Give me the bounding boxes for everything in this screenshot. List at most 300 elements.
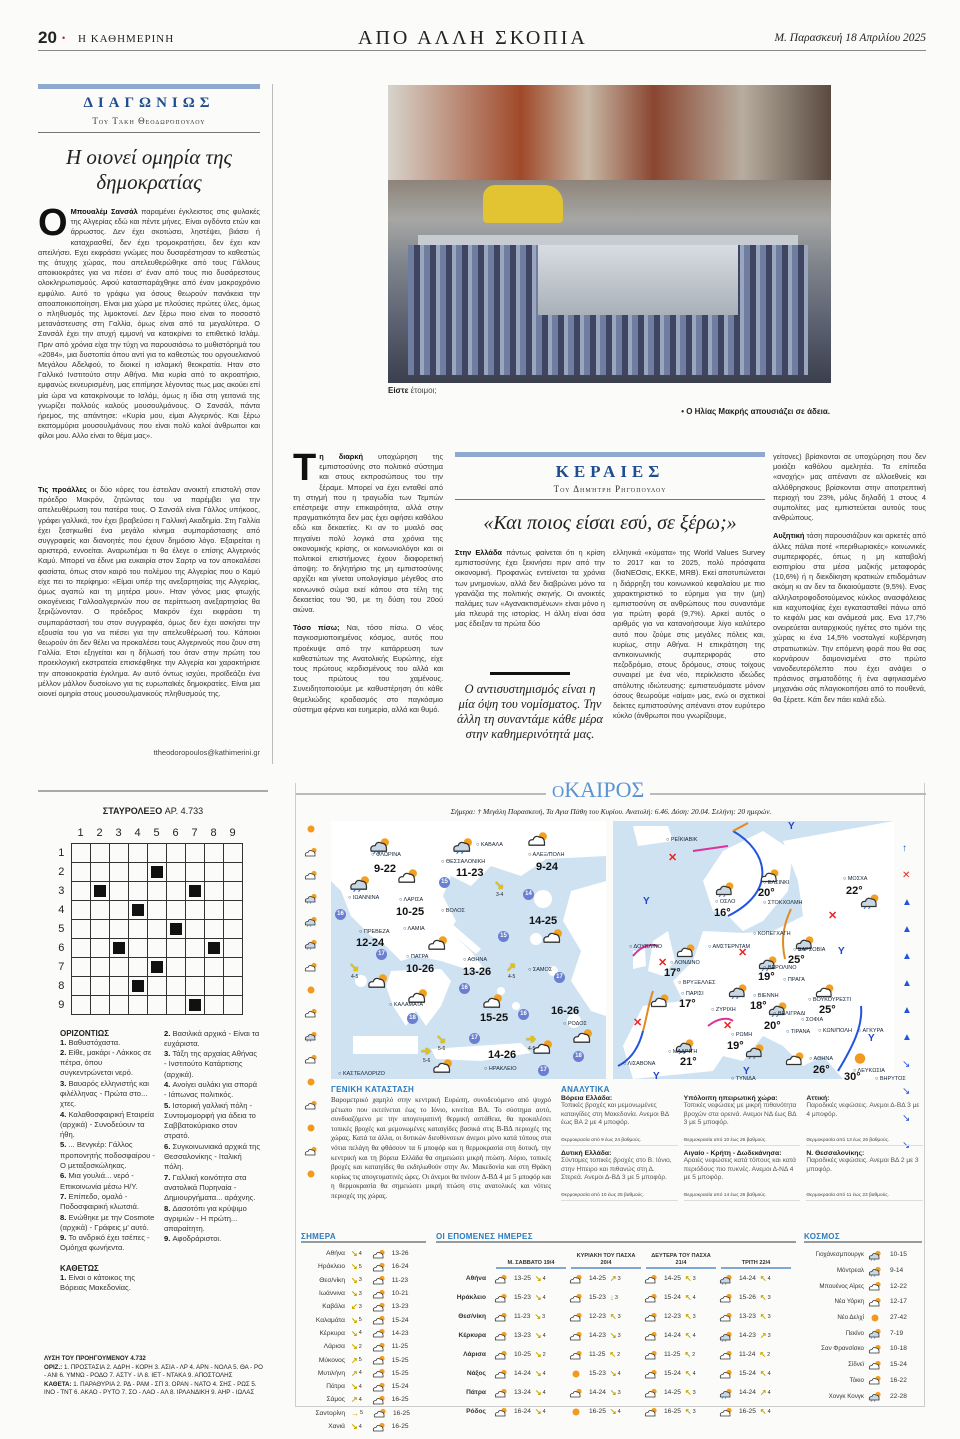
city-name: Ηράκλειο <box>318 1263 345 1271</box>
clue-text: Αφοδράριστοι. <box>172 1234 222 1244</box>
wind-force: 3 <box>358 1290 362 1297</box>
crossword-cell[interactable] <box>71 843 90 862</box>
partly-cloudy-icon <box>760 864 781 879</box>
partly-cloudy-icon <box>372 1382 386 1392</box>
temperature-range: 15-25 <box>391 1356 409 1364</box>
crossword-cell[interactable] <box>90 919 109 938</box>
rain-cloud-icon <box>868 1328 882 1338</box>
crossword-cell[interactable] <box>166 938 185 957</box>
temperature-range: 10-25 <box>514 1351 531 1358</box>
crossword-cell[interactable] <box>109 862 128 881</box>
wind-arrow-icon: ↘ <box>351 1262 358 1272</box>
crossword-cell[interactable] <box>223 881 242 900</box>
wind-arrow-icon: ↘ <box>351 1328 358 1338</box>
partly-cloudy-icon <box>644 1312 658 1322</box>
region-name: Ν. Θεσσαλονίκης: <box>806 1150 865 1157</box>
crossword-cell[interactable] <box>90 976 109 995</box>
general-text: Βαρομετρικό χαμηλό στην κεντρική Ευρώπη, συνοδευόμενο από ψυχρό μέτωπο που εκτείνεται έως το Ιόνιο, κινείται ΒΑ. Το σύστημα αυτό, συνδυαζόμενο με την απογευματινή θερμική αστάθεια, θα προκαλέσει τοπικές βροχές και μεμονωμένες καταιγίδες βασικά στις Β-ΒΔ περιοχές της χώρας. Κατά τα άλλα, οι δυτικών διευθύνσεων άνεμοι μόνο κατά τόπους στα νότια πελάγη θα φθάσουν τα 6 μποφόρ και η θερμοκρασία στη δυτική, την κεντρική και τη βόρεια Ελλάδα θα σημειώσει μικρή πτώση. Αύριο, τοπικές βροχές και καταιγίδες θα εκδηλωθούν στην Αν. Μακεδονία και στη Θράκη κυρίως τις απογευματινές ώρες. Οι άνεμοι θα πνέουν Δ-ΒΔ 4 με 5 μποφόρ και η θερμοκρασία θα σημειώσει μικρή πτώση στις ανατολικές και νότιες περιοχές της χώρας. <box>331 1096 551 1200</box>
article-body <box>38 202 260 475</box>
temperature-range: 15-24 <box>664 1294 681 1301</box>
region-text: Αραιές νεφώσεις κατά τόπους και κατά περιόδους πιο πυκνές. Ανεμοι Δ-ΝΔ 4 με 5 μποφόρ. <box>683 1157 796 1182</box>
crossword-cell[interactable] <box>128 881 147 900</box>
city-name: Νέα Υόρκη <box>834 1298 864 1306</box>
crossword-cell[interactable] <box>109 881 128 900</box>
crossword-cell[interactable] <box>223 995 242 1014</box>
wind-force: 4 <box>692 1294 696 1301</box>
low-pressure-icon: ✕ <box>633 1017 643 1029</box>
temperature-range: 16-24 <box>514 1408 531 1415</box>
crossword-cell[interactable] <box>128 843 147 862</box>
crossword-cell[interactable] <box>71 995 90 1014</box>
title-kairos: ΚΑΙΡΟΣ <box>564 777 645 802</box>
crossword-cell[interactable] <box>166 900 185 919</box>
wind-force: 4 <box>692 1370 696 1377</box>
wind-force: 3 <box>692 1275 696 1282</box>
black-cell <box>109 938 128 957</box>
clue-text: Ιστορική γαλλική πόλη - Συντομομορφή για άδεια το Σαββατοκύριακο στον στρατό. <box>164 1100 256 1141</box>
black-cell <box>166 919 185 938</box>
crossword-cell[interactable] <box>166 862 185 881</box>
clue <box>164 1204 260 1235</box>
crossword-cell[interactable] <box>109 900 128 919</box>
city-label: ○ ΛΑΜΙΑ <box>403 926 425 932</box>
wind-arrow-icon: ↖ <box>684 1293 692 1302</box>
city-label: ○ ΒΗΡΥΤΟΣ <box>875 1076 906 1082</box>
crossword-cell[interactable] <box>109 919 128 938</box>
clue-text: Καλαθοσφαιρική Εταιρεία (αρχικά) - Συνοδεύουν τα ήθη. <box>60 1109 154 1140</box>
temperature: 16° <box>714 907 731 919</box>
crossword-cell[interactable] <box>204 900 223 919</box>
crossword-cell[interactable] <box>147 976 166 995</box>
paragraph: οι δύο κόρες του έστειλαν ανοικτή επιστολή στον πρόεδρο Μακρόν, ζητώντας του να παρέμβει για την απελευθέρωση του πατέρα τους. Ο Σανσάλ είναι Γάλλος υπήκοος, γράφει γαλλικά, τον έχει βραβεύσει η Γαλλική Ακαδημία. Στη Γαλλία έχει ξεσηκωθεί ένα μεγάλο κίνημα συμπαράστασης από συγγραφείς και διανοητές που έχουν δημόσιο λόγο. Εξαιρείται η αριστερά, εννοείται. Αναρωτιέμαι τι θα έλεγε ο επίσης Αλγερινός Καμύ. Μπορεί να έδινε μια ευκαιρία στον Σαρτρ να τον αποκαλέσει φασίστα, όπως στον καιρό του πολέμου της Αλγερίας που ο Καμύ είχε πει το περίφημο: «Είμαι υπέρ της ανεξαρτησίας της Αλγερίας, όμως αγαπώ και τη μητέρα μου». Ηταν γόνος μιας φτωχής οικογένειας Γαλλοαλγερινών που σε περίπτωση ανεξαρτησίας θα ξεριζώνονταν. Ο πρόεδρος Μακρόν έχει εκφράσει τη συμπαράστασή του στον συγγραφέα, όμως δεν έχει ασκήσει την εξουσία του για να πιέσει για την απελευθέρωσή του. Κάποιοι θεωρούν ότι δεν θέλει να προκαλέσει τους Αλγερινούς που ζουν στη Γαλλία. Ετσι εξηγείται και η δήλωσή του όταν στην πρώτη του προεκλογική εκστρατεία επισκέφθηκε την Αλγερία και χαρακτήρισε την αποικιοκρατία έγκλημα. Αν αυτό όντως ισχύει, προϊδεάζει ένα μέλλον μάλλον δυσοίωνο για τις ευρωπαϊκές δημοκρατίες. Είναι μια οιονεί ομηρία στους μουσουλμανικούς πληθυσμούς της. <box>38 485 260 699</box>
partly-cloudy-icon <box>644 1407 658 1417</box>
keraies-col-1 <box>455 548 605 648</box>
wind-force: 4 <box>542 1294 546 1301</box>
crossword-cell[interactable] <box>90 938 109 957</box>
clue-text: Βασιλικά αρχικά - Είναι τα ευχάριστα. <box>164 1028 260 1048</box>
crossword-cell[interactable] <box>147 919 166 938</box>
temperature-range: 10-26 <box>406 963 435 975</box>
black-cell <box>185 881 204 900</box>
city-name: Αθήνα <box>465 1275 486 1282</box>
crossword-cell[interactable] <box>166 957 185 976</box>
city-name: Χονγκ Κονγκ <box>828 1392 864 1400</box>
city-name: Νέο Δελχί <box>837 1314 864 1322</box>
wind-force: 3 <box>542 1313 546 1320</box>
wind-force: 3 <box>692 1389 696 1396</box>
rain-cloud-icon <box>758 951 779 966</box>
partly-cloudy-icon <box>719 1293 733 1303</box>
building-facade <box>388 85 831 180</box>
row-number: 9 <box>58 998 65 1011</box>
day-forecast <box>494 1388 569 1398</box>
clue-number: 6. <box>164 1141 173 1151</box>
crossword-cell[interactable] <box>71 881 90 900</box>
crossword-cell[interactable] <box>128 957 147 976</box>
table-row <box>301 1300 426 1313</box>
region-forecast <box>561 1150 678 1201</box>
clue-number: 8. <box>60 1212 69 1222</box>
wind-arrow-icon: ↘ <box>609 1331 617 1340</box>
wind-force: 4 <box>767 1389 771 1396</box>
crossword-cell[interactable] <box>223 900 242 919</box>
temperature: 25° <box>819 1004 836 1016</box>
wind-force: 4 <box>542 1370 546 1377</box>
temperature-range: 16-22 <box>890 1376 907 1384</box>
clue-number: 6. <box>60 1171 69 1181</box>
crossword-cell[interactable] <box>166 881 185 900</box>
temperature-range: 13-26 <box>463 966 492 978</box>
crossword-cell[interactable] <box>223 919 242 938</box>
wind-force: 4 <box>358 1330 362 1337</box>
crossword-cell[interactable] <box>128 995 147 1014</box>
sun-icon <box>304 982 318 992</box>
crossword-cell[interactable] <box>109 957 128 976</box>
sea-temperature-badge: 16 <box>335 909 346 920</box>
crossword-cell[interactable] <box>223 976 242 995</box>
city-label: ○ ΛΑΡΙΣΑ <box>399 897 424 903</box>
wind-arrow-icon: ↖ <box>759 1369 767 1378</box>
day-forecast <box>569 1331 644 1341</box>
paragraph: τάση παρουσιάζουν και αρκετές από άλλες πάλαι ποτέ «περιθωριακές» κοινωνικές συμπεριφορές, όπως η μη καταβολή εισιτηρίου στα μέσα μαζικής μεταφοράς (10,6%) ή η διεκδίκηση κρατικών επιδομάτων ακόμη κι αν δεν τα δικαιούμαστε (9,5%). Ενας αλληλοτροφοδοτούμενος κύκλος ανασφάλειας και καχυποψίας έχει εγκατασταθεί πάνω από το κεφάλι μας και ανάμεσά μας. Ενα 17,7% ονειρεύεται αυταρχικούς ηγέτες στο τιμόνι της χώρας κι ένα 14,5% νοσταλγεί κυβέρνηση στρατιωτικών. Την επόμενη φορά που θα σας κορνάρουν δαιμονισμένα στο πρώτο νανοδευτερόλεπτο που έχει ανάψει ο πράσινος σηματοδότης ή ένα αφηνιασμένο μηχανάκι σάς πλαγιοκοπήσει από το πουθενά, θα ξέρετε. Κάτι δεν πάει καλά εδώ. <box>773 531 926 704</box>
wind-force: 3 <box>617 1275 621 1282</box>
partly-cloudy-icon <box>494 1388 508 1398</box>
clue-number: 5. <box>164 1100 173 1110</box>
table-row <box>436 1269 796 1288</box>
temperature-range: 13-25 <box>514 1275 531 1282</box>
partly-cloudy-icon <box>815 979 836 994</box>
clue <box>164 1049 260 1080</box>
clues-heading: ΚΑΘΕΤΩΣ <box>60 1263 99 1273</box>
temperature: 22° <box>846 885 863 897</box>
temperature-range: 9-22 <box>374 863 397 875</box>
clue-number: 3. <box>164 1049 173 1059</box>
temperature-range: 16-24 <box>391 1263 409 1271</box>
crossword-cell[interactable] <box>185 976 204 995</box>
day-forecast <box>569 1388 644 1398</box>
wind-arrow-icon: ↖ <box>759 1350 767 1359</box>
partly-cloudy-icon <box>372 1249 386 1259</box>
crossword-cell[interactable] <box>185 919 204 938</box>
temperature-range: 14-25 <box>589 1275 606 1282</box>
temperature-range: 10-18 <box>890 1345 907 1353</box>
crossword-cell[interactable] <box>204 862 223 881</box>
temperature-range: 15-24 <box>739 1370 756 1377</box>
crossword-cell[interactable] <box>71 862 90 881</box>
crossword-cell[interactable] <box>147 995 166 1014</box>
section-heading: ΣΗΜΕΡΑ <box>301 1232 426 1243</box>
crossword-cell[interactable] <box>185 900 204 919</box>
wind-force: 3 <box>617 1332 621 1339</box>
city-label: ○ ΑΘΗΝΑ <box>463 957 487 963</box>
temperature-range: 15-24 <box>391 1316 409 1324</box>
city-name: Σάμος <box>326 1396 345 1404</box>
city-label: ○ ΒΙΕΝΝΗ <box>753 993 779 999</box>
city-label: ○ ΡΕΪΚΙΑΒΙΚ <box>666 837 698 843</box>
clue <box>60 1171 156 1192</box>
low-pressure-icon: ✕ <box>738 947 748 959</box>
day-forecast <box>644 1407 719 1417</box>
crossword-cell[interactable] <box>223 938 242 957</box>
city-label: ○ ΒΟΛΟΣ <box>441 908 465 914</box>
wind-arrow-icon: ↘ <box>436 1032 447 1046</box>
clue-text: Επίπεδο, ομαλό - Ποδοσφαιρική κλωτσιά. <box>60 1191 140 1212</box>
wind-force: 5 <box>358 1357 362 1364</box>
crossword-cell[interactable] <box>90 843 109 862</box>
day-forecast <box>569 1369 644 1379</box>
crossword-cell[interactable] <box>223 957 242 976</box>
partly-cloudy-icon <box>644 1388 658 1398</box>
crossword-cell[interactable] <box>128 862 147 881</box>
day-forecast <box>569 1350 644 1360</box>
section-title: ΑΠΟ ΑΛΛΗ ΣΚΟΠΙΑ <box>358 27 588 49</box>
paragraph: πάντως φαίνεται ότι η κρίση εμπιστοσύνης έχει ξεκινήσει πριν από την οικονομική. Προφανώς εντείνεται τα χρόνια των μνημονίων, αλλά δεν διαβρώνει μόνο τα γρανάζια της πολιτικής σκηνής. Οι ανοικτές παλάμες των «Αγανακτισμένων» είναι μόνο η μία πλευρά της ιστορίας. Η άλλη είναι όσα μας έδειξαν τα πρώτα δύο <box>455 548 605 629</box>
crossword-cell[interactable] <box>90 957 109 976</box>
crossword-cell[interactable] <box>185 938 204 957</box>
city-name: Ιωάννινα <box>319 1290 345 1298</box>
article-body-2 <box>38 485 260 740</box>
crossword-cell[interactable] <box>71 919 90 938</box>
day-forecast <box>644 1293 719 1303</box>
clue-text: Βαθυστόχαστα. <box>68 1037 121 1047</box>
partly-cloudy-icon <box>569 1274 583 1284</box>
temperature-range: 14-24 <box>514 1370 531 1377</box>
wind-force: 4 <box>358 1370 362 1377</box>
page-number: 20 <box>38 28 57 47</box>
crossword-cell[interactable] <box>185 862 204 881</box>
crossword-cell[interactable] <box>109 976 128 995</box>
city-label: ○ ΙΩΑΝΝΙΝΑ <box>348 895 380 901</box>
day-forecast <box>719 1331 794 1341</box>
rain-cloud-icon <box>719 1388 733 1398</box>
caption-bold: Είστε <box>388 386 409 395</box>
crossword-cell[interactable] <box>71 957 90 976</box>
row-number: 6 <box>58 941 65 954</box>
partly-cloudy-icon <box>432 1053 454 1069</box>
crossword-cell[interactable] <box>223 862 242 881</box>
wind-arrow-icon: ↘ <box>351 1315 358 1325</box>
high-pressure-icon: Y <box>868 1033 875 1044</box>
crossword-cell[interactable] <box>223 843 242 862</box>
sea-temperature-badge: 14 <box>523 889 534 900</box>
sun-icon <box>304 1120 318 1130</box>
wind-force: 4-5 <box>528 1046 536 1052</box>
city-name: Μόντρεαλ <box>836 1267 864 1275</box>
temperature-range: 16-25 <box>664 1408 681 1415</box>
temperature-range: 9-24 <box>536 861 559 873</box>
crossword-cell[interactable] <box>128 919 147 938</box>
clue-text: Δασοτόπι για κρύψιμο αγριμιών - Η πρώτη... απαραίτητη. <box>164 1203 247 1234</box>
crossword-cell[interactable] <box>147 900 166 919</box>
rain-cloud-icon <box>868 1266 882 1276</box>
wind-arrow-icon: ↘ <box>609 1407 617 1416</box>
sun-icon <box>868 1313 882 1323</box>
crossword-cell[interactable] <box>166 976 185 995</box>
world-table <box>804 1232 922 1404</box>
day-header: ΚΥΡΙΑΚΗ ΤΟΥ ΠΑΣΧΑ 20/4 <box>571 1253 641 1269</box>
partly-cloudy-icon <box>397 863 419 879</box>
table-row <box>804 1373 922 1389</box>
city-label: ○ ΜΟΣΧΑ <box>843 876 868 882</box>
city-name: Ρόδος <box>466 1408 486 1415</box>
wind-arrow-icon: → <box>351 1408 359 1418</box>
city-name: Πάτρα <box>326 1383 345 1391</box>
front-symbol-icon: ▲ <box>902 1032 912 1043</box>
wind-arrow-icon: ↗ <box>759 1388 767 1397</box>
temperature-range: 14-25 <box>664 1275 681 1282</box>
clue-number: 7. <box>164 1172 173 1182</box>
region-temperature: Θερμοκρασία από 14 έως 26 βαθμούς. <box>683 1193 767 1198</box>
crossword-cell[interactable] <box>166 995 185 1014</box>
crossword-cell[interactable] <box>109 843 128 862</box>
clue-text: Γαλλική κοινότητα στα ανατολικά Πυρηναία - Δημιουργήματα... αράχνης. <box>164 1172 256 1203</box>
row-number: 2 <box>58 865 65 878</box>
crossword-cell[interactable] <box>90 900 109 919</box>
diagonios-column <box>38 84 260 764</box>
wind-force: 4 <box>542 1275 546 1282</box>
black-cell <box>185 995 204 1014</box>
crossword-cell[interactable] <box>71 900 90 919</box>
crossword-cell[interactable] <box>204 976 223 995</box>
table-row <box>301 1247 426 1260</box>
crossword-cell[interactable] <box>90 862 109 881</box>
partly-cloudy-icon <box>372 1355 386 1365</box>
table-row <box>804 1325 922 1341</box>
clue <box>164 1080 260 1101</box>
crossword-cell[interactable] <box>128 938 147 957</box>
crossword-cell[interactable] <box>204 919 223 938</box>
table-row <box>301 1260 426 1273</box>
crossword-cell[interactable] <box>204 881 223 900</box>
table-row <box>301 1274 426 1287</box>
city-label: ○ ΠΡΕΒΕΖΑ <box>359 929 390 935</box>
wind-arrow-icon: ↓ <box>609 1293 614 1302</box>
wind-arrow-icon: ↘ <box>494 878 505 892</box>
temperature-range: 11-23 <box>514 1313 531 1320</box>
wind-force: 3 <box>614 1294 618 1301</box>
crossword-cell[interactable] <box>204 957 223 976</box>
crossword-cell[interactable] <box>166 843 185 862</box>
city-name: Θεσ/νίκη <box>458 1313 486 1320</box>
table-row <box>301 1393 426 1406</box>
day-forecast <box>494 1350 569 1360</box>
crossword-cell[interactable] <box>147 938 166 957</box>
day-forecast <box>494 1407 569 1417</box>
partly-cloudy-icon <box>650 989 671 1004</box>
crossword-cell[interactable] <box>90 995 109 1014</box>
city-label: ○ ΒΕΛΙΓΡΑΔΙ <box>773 1011 806 1017</box>
clues-column <box>164 1029 260 1294</box>
crossword-cell[interactable] <box>71 976 90 995</box>
rain-cloud-icon <box>349 870 371 886</box>
city-name: Νάξος <box>466 1370 486 1377</box>
author-email[interactable]: ttheodoropoulos@kathimerini.gr <box>153 748 260 757</box>
wind-arrow-icon: ↗ <box>759 1331 767 1340</box>
wind-arrow-icon: ↘ <box>534 1388 542 1397</box>
column-number: 1 <box>77 827 84 840</box>
column-rubric: ΚΕΡΑΙΕΣ <box>555 462 665 481</box>
wind-force: 4 <box>767 1408 771 1415</box>
sun-icon <box>304 1074 318 1084</box>
partly-cloudy-icon <box>785 1047 806 1062</box>
wind-arrow-icon: ↖ <box>609 1312 617 1321</box>
weather-section <box>295 777 925 1431</box>
crossword-cell[interactable] <box>147 881 166 900</box>
sea-temperature-badge: 15 <box>439 877 450 888</box>
wind-force: 5 <box>360 1410 364 1417</box>
black-cell <box>128 900 147 919</box>
partly-cloudy-icon <box>868 1281 882 1291</box>
city-label: ○ ΠΑΤΡΑ <box>406 954 429 960</box>
high-pressure-icon: ↑ <box>902 843 907 854</box>
clue-number: 4. <box>164 1079 173 1089</box>
clue-text: Το ανδρικό έχει τσέπες - Ομόηχα φωνήεντα. <box>60 1233 150 1253</box>
day-header: ΔΕΥΤΕΡΑ ΤΟΥ ΠΑΣΧΑ 21/4 <box>646 1253 716 1269</box>
crossword-cell[interactable] <box>109 995 128 1014</box>
partly-cloudy-icon <box>372 1315 386 1325</box>
table-row <box>804 1388 922 1404</box>
city-name: Λάρισα <box>463 1351 486 1358</box>
table-row <box>436 1345 796 1364</box>
front-symbol-icon: ▲ <box>902 924 912 935</box>
temperature: 21° <box>680 1056 697 1068</box>
clue-number: 9. <box>60 1233 69 1243</box>
column-number: 6 <box>172 827 179 840</box>
wind-force: 5-6 <box>423 1058 431 1064</box>
sea-temperature-badge: 16 <box>459 983 470 994</box>
row-number: 8 <box>58 979 65 992</box>
crossword-cell[interactable] <box>204 843 223 862</box>
region-name: Αττική: <box>806 1095 830 1102</box>
temperature-range: 16-25 <box>589 1408 606 1415</box>
temperature-range: 13-26 <box>391 1250 409 1258</box>
city-label: ○ ΦΛΩΡΙΝΑ <box>371 852 401 858</box>
sun-icon <box>304 1166 318 1176</box>
crossword-cell[interactable] <box>185 957 204 976</box>
partly-cloudy-icon <box>569 1331 583 1341</box>
partly-cloudy-icon <box>372 1262 386 1272</box>
wind-arrow-icon: ↘ <box>902 1140 911 1151</box>
temperature-range: 15-26 <box>739 1294 756 1301</box>
day-forecast <box>569 1407 644 1417</box>
divider <box>455 499 765 500</box>
wind-arrow-icon: ↘ <box>351 1382 358 1392</box>
section-heading: ΑΝΑΛΥΤΙΚΑ <box>561 1085 610 1094</box>
previous-solution <box>44 1355 266 1398</box>
crossword-cell[interactable] <box>204 995 223 1014</box>
city-name: Λάρισα <box>323 1343 345 1351</box>
crossword-cell[interactable] <box>71 938 90 957</box>
clue <box>60 1140 156 1171</box>
crossword-cell[interactable] <box>147 843 166 862</box>
wind-force: 3 <box>617 1389 621 1396</box>
partly-cloudy-icon <box>644 1350 658 1360</box>
section-heading: ΚΟΣΜΟΣ <box>804 1232 922 1243</box>
solution-across: 1. ΠΡΟΣΤΑΣΙΑ 2. ΑΔΡΗ - ΚΟΡΗ 3. ΑΣΙΑ - ΛΡ 4. ΑΡΝ - ΝΟΛΑ 5. ΘΑ - ΡΟ - ΑΝΙ 6. ΥΜΝΩ - ΡΟΔΟ 7. ΑΣΤΥ - ΙΛ 8. ΙΕΤ - ΝΤΑΚΑ 9. ΑΠΟΣΤΟΛΗΣ <box>44 1363 263 1379</box>
partly-cloudy-icon <box>676 939 697 954</box>
high-pressure-icon: Y <box>838 946 845 957</box>
partly-cloudy-icon <box>494 1312 508 1322</box>
temperature-range: 11-23 <box>391 1276 409 1284</box>
solution-label: ΚΑΘΕΤΑ: <box>44 1380 72 1388</box>
wind-arrow-icon: ↗ <box>609 1274 617 1283</box>
table-row <box>436 1402 796 1421</box>
pull-quote-rule <box>490 672 570 675</box>
partly-cloudy-icon <box>304 1051 318 1061</box>
rain-cloud-icon <box>304 1028 318 1038</box>
crossword-cell[interactable] <box>185 843 204 862</box>
city-label: ○ ΑΘΗΝΑ <box>809 1056 833 1062</box>
